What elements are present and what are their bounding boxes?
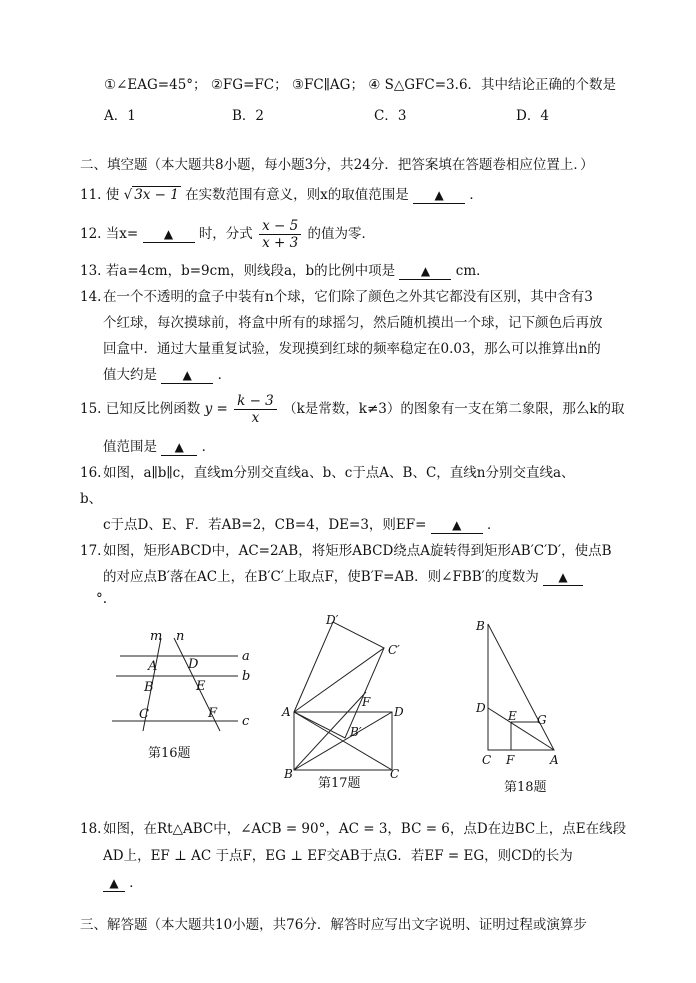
- q12-mid: 时，分式: [198, 226, 253, 242]
- q14-line-4: [103, 366, 231, 384]
- blank-triangle-icon: ▲: [174, 440, 184, 454]
- q16-line3-text: c于点D、E、F．若AB=2，CB=4，DE=3，则EF=: [103, 517, 427, 533]
- sqrt-sign: √: [123, 187, 133, 203]
- blank-triangle-icon: ▲: [163, 227, 174, 241]
- q11-radicand: 3x − 1: [134, 187, 179, 203]
- label-D-prime: D′: [326, 613, 339, 627]
- label-C: C: [139, 707, 149, 722]
- q15-fraction: [234, 393, 277, 426]
- q15-y: y =: [204, 401, 228, 417]
- q15-pre: 已知反比例函数: [105, 401, 201, 417]
- q14-line-1: 在一个不透明的盒子中装有n个球，它们除了颜色之外其它都没有区别，其中含有3: [103, 289, 593, 305]
- q11-number: 11.: [80, 187, 102, 203]
- section3-header: 三、解答题（本大题共10小题，共76分．解答时应写出文字说明、证明过程或演算步: [80, 917, 587, 933]
- choice-b: B．2: [232, 108, 265, 124]
- label-E: E: [196, 679, 206, 694]
- choice-a: A．1: [104, 108, 136, 124]
- label-C: C: [390, 767, 400, 781]
- label-G: G: [537, 713, 547, 727]
- question-11: [80, 186, 483, 204]
- q15-line-2: [103, 438, 215, 456]
- answer-blank[interactable]: [143, 227, 195, 243]
- q12-number: 12.: [80, 226, 102, 242]
- q15-end: ．: [201, 439, 216, 455]
- q16-number: 16.: [80, 465, 102, 481]
- label-B: B: [476, 619, 485, 633]
- q14-number: 14.: [80, 289, 102, 305]
- blank-triangle-icon: ▲: [434, 188, 444, 202]
- answer-blank[interactable]: [161, 368, 213, 384]
- label-n: n: [176, 629, 185, 644]
- q18-end: ．: [129, 875, 143, 891]
- q16-line-3: [103, 516, 501, 534]
- label-m: m: [150, 629, 163, 644]
- label-B-prime: B′: [350, 725, 362, 739]
- figure-16-caption: 第16题: [148, 746, 191, 761]
- label-A: A: [550, 753, 559, 766]
- answer-blank[interactable]: [399, 264, 451, 280]
- figure-18-caption: 第18题: [504, 780, 547, 795]
- section2-header: 二、填空题（本大题共8小题，每小题3分，共24分．把答案填在答题卷相应位置上．）: [80, 157, 594, 173]
- blank-triangle-icon: ▲: [420, 264, 431, 278]
- label-E: E: [508, 709, 517, 723]
- q12-pre: 当x=: [105, 226, 139, 242]
- q18-number: 18.: [80, 821, 102, 837]
- q13-number: 13.: [80, 263, 102, 279]
- label-F: F: [362, 695, 371, 709]
- q14-line-4-text: 值大约是: [103, 367, 157, 383]
- choice-c: C．3: [374, 108, 407, 124]
- q12-denominator: x + 3: [262, 235, 299, 251]
- q17-line-3: °.: [96, 591, 108, 607]
- q12-numerator: x − 5: [259, 218, 301, 235]
- q16-line-2: b、: [80, 491, 103, 507]
- answer-blank[interactable]: [103, 876, 125, 892]
- label-a: a: [242, 649, 250, 664]
- q16-end: ．: [487, 517, 501, 533]
- label-D: D: [188, 657, 199, 672]
- choice-d: D．4: [516, 108, 549, 124]
- figure-17-caption: 第17题: [318, 776, 361, 791]
- q13-end: cm．: [455, 263, 490, 279]
- q15-numerator: k − 3: [234, 393, 277, 410]
- label-b: b: [242, 669, 251, 684]
- label-B: B: [144, 680, 154, 695]
- figure-17: [280, 612, 410, 782]
- blank-triangle-icon: ▲: [452, 518, 462, 532]
- label-A: A: [148, 659, 158, 674]
- triangle-ABC: [488, 624, 554, 750]
- q12-post: 的值为零．: [307, 226, 376, 242]
- q10-statement: ①∠EAG=45°； ②FG=FC； ③FC∥AG； ④ S△GFC=3.6．其中结论正确的个数是: [104, 77, 617, 93]
- figure-18: [474, 616, 564, 766]
- q17-line2-text: 的对应点B′落在AC上，在B′C′上取点F，使B′F=AB．则∠FBB′的度数为: [103, 569, 539, 585]
- label-D: D: [476, 701, 486, 715]
- q13-text: 若a=4cm，b=9cm，则线段a，b的比例中项是: [105, 263, 396, 279]
- q17-line-1: 如图，矩形ABCD中，AC=2AB，将矩形ABCD绕点A旋转得到矩形AB′C′D′，使点B: [103, 543, 612, 559]
- figure-16: [108, 626, 258, 736]
- q14-line-3: 回盒中．通过大量重复试验，发现摸到红球的频率稳定在0.03，那么可以推算出n的: [103, 341, 601, 357]
- blank-triangle-icon: ▲: [109, 876, 119, 890]
- answer-blank[interactable]: [161, 440, 197, 456]
- q15-denominator: x: [251, 410, 260, 426]
- q11-post: 在实数范围有意义，则x的取值范围是: [185, 187, 409, 203]
- label-D: D: [394, 705, 404, 719]
- q15-line2-text: 值范围是: [103, 439, 157, 455]
- q17-number: 17.: [80, 543, 102, 559]
- blank-triangle-icon: ▲: [558, 570, 568, 584]
- q18-line-2: AD上，EF ⊥ AC 于点F，EG ⊥ EF交AB于点G．若EF = EG，则CD的长为: [103, 848, 573, 864]
- label-c: c: [242, 714, 250, 729]
- answer-blank[interactable]: [413, 188, 465, 204]
- blank-triangle-icon: ▲: [182, 368, 192, 382]
- label-C: C: [482, 753, 492, 766]
- q16-line-1: 如图，a∥b∥c，直线m分别交直线a、b、c于点A、B、C，直线n分别交直线a、: [103, 465, 575, 481]
- q17-line-2: [103, 568, 583, 586]
- q14-line-2: 个红球，每次摸球前，将盒中所有的球摇匀，然后随机摸出一个球，记下颜色后再放: [103, 315, 603, 331]
- question-12: [80, 218, 375, 251]
- q18-line-3: [103, 874, 143, 892]
- label-F: F: [208, 706, 218, 721]
- q12-fraction: [259, 218, 301, 251]
- question-13: [80, 262, 490, 280]
- label-A: A: [282, 705, 291, 719]
- answer-blank[interactable]: [431, 518, 483, 534]
- question-15: [80, 392, 625, 426]
- q11-pre: 使: [105, 187, 120, 203]
- q11-end: ．: [469, 187, 483, 203]
- answer-blank[interactable]: [543, 570, 583, 586]
- q15-number: 15.: [80, 401, 102, 417]
- label-F: F: [506, 753, 515, 766]
- label-C-prime: C′: [388, 643, 400, 657]
- q14-end: ．: [217, 367, 232, 383]
- q18-line-1: 如图，在Rt△ABC中，∠ACB = 90°，AC = 3，BC = 6，点D在边BC上，点E在线段: [103, 821, 627, 837]
- label-B: B: [284, 767, 293, 781]
- q15-post: （k是常数，k≠3）的图象有一支在第二象限，那么k的取: [283, 401, 625, 417]
